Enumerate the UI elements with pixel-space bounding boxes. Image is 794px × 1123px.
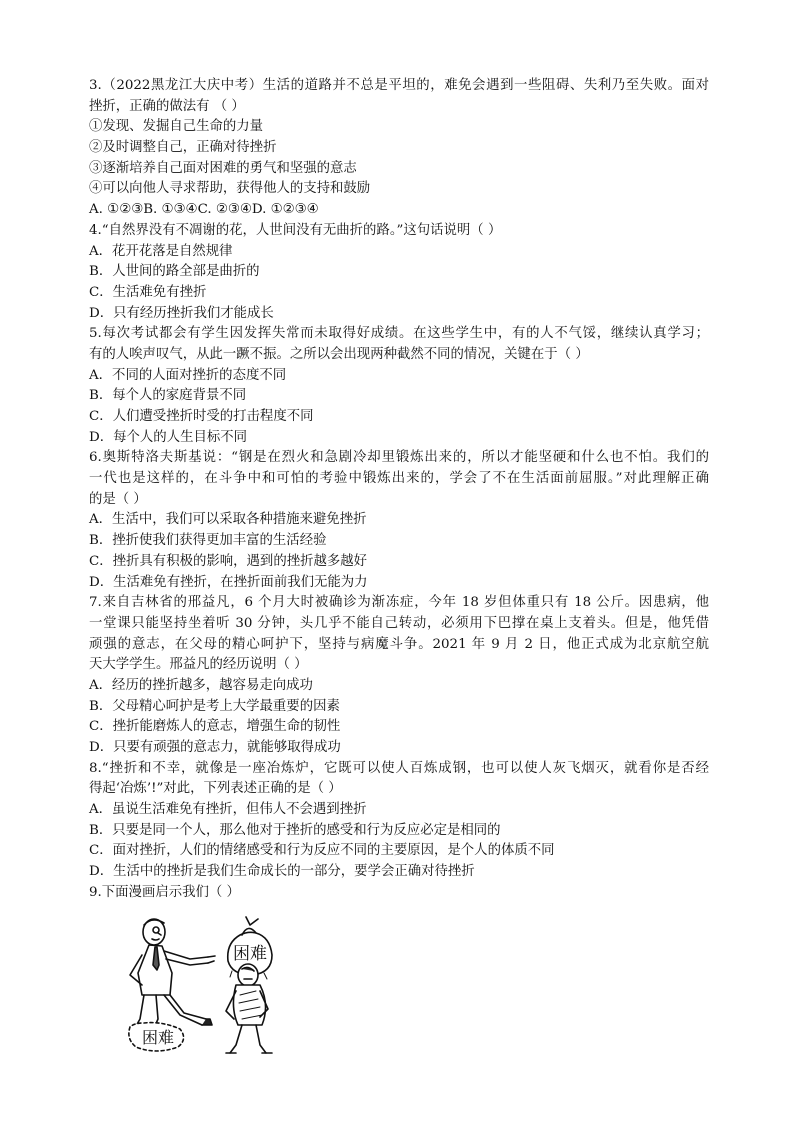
- q9-cartoon: [122, 915, 302, 1060]
- q7-stem-line4: 天大学学生。邢益凡的经历说明（ ）: [89, 657, 308, 673]
- cartoon-illustration: [122, 915, 302, 1060]
- q6-option-b: B．挫折使我们获得更加丰富的生活经验: [89, 533, 327, 549]
- q3-item-1: ①发现、发掘自己生命的力量: [89, 119, 264, 135]
- q3-item-3: ③逐渐培养自己面对困难的勇气和坚强的意志: [89, 160, 357, 176]
- q8-option-d: D．生活中的挫折是我们生命成长的一部分，要学会正确对待挫折: [89, 864, 475, 880]
- q7-option-a: A．经历的挫折越多，越容易走向成功: [89, 677, 313, 693]
- q5-stem-line1: 5.每次考试都会有学生因发挥失常而未取得好成绩。在这些学生中，有的人不气馁，继续认真学习；: [89, 326, 709, 342]
- q5-option-b: B．每个人的家庭背景不同: [89, 388, 247, 404]
- q6-stem-line2: 一代也是这样的，在斗争中和可怕的考验中锻炼出来的，学会了不在生活面前屈服。”对此理解正确: [89, 471, 709, 487]
- q8-stem-line2: 得起‘冶炼’!”对此，下列表述正确的是（ ）: [89, 781, 342, 797]
- q6-stem-line3: 的是（ ）: [89, 491, 147, 507]
- q8-stem-line1: 8.“挫折和不幸，就像是一座冶炼炉，它既可以使人百炼成钢，也可以使人灰飞烟灭，就看你是否经: [89, 760, 709, 776]
- q6-option-d: D．生活难免有挫折，在挫折面前我们无能为力: [89, 574, 368, 590]
- q3-item-4: ④可以向他人寻求帮助，获得他人的支持和鼓励: [89, 181, 371, 197]
- burden-bag-label: 困难: [233, 944, 267, 964]
- ground-label: 困难: [141, 1028, 175, 1047]
- q7-stem-line2: 一堂课只能坚持坐着听 30 分钟，头几乎不能自己转动，必须用下巴撑在桌上支着头。但是，他凭借: [89, 615, 709, 631]
- confident-man-figure: [130, 919, 215, 1037]
- q3-options: A. ①②③B. ①③④C. ②③④D. ①②③④: [89, 202, 319, 218]
- q3-stem-line2: 挫折，正确的做法有 （ ）: [89, 98, 245, 114]
- q3-item-2: ②及时调整自己，正确对待挫折: [89, 140, 277, 156]
- q5-stem-line2: 有的人唉声叹气，从此一蹶不振。之所以会出现两种截然不同的情况，关键在于（ ）: [89, 346, 589, 362]
- q4-option-d: D．只有经历挫折我们才能成长: [89, 305, 274, 321]
- q5-option-c: C．人们遭受挫折时受的打击程度不同: [89, 409, 314, 424]
- q6-option-c: C．挫折具有积极的影响，遇到的挫折越多越好: [89, 553, 368, 569]
- burdened-man-figure: [226, 917, 272, 1053]
- q7-stem-line1: 7.来自吉林省的邢益凡，6 个月大时被确诊为渐冻症，今年 18 岁但体重只有 18 公斤。因患病，他: [89, 595, 709, 611]
- q7-stem-line3: 顽强的意志，在父母的精心呵护下，坚持与病魔斗争。2021 年 9 月 2 日，他正式成为北京航空航: [89, 636, 709, 652]
- q4-option-a: A．花开花落是自然规律: [89, 243, 233, 259]
- q7-option-c: C．挫折能磨炼人的意志，增强生命的韧性: [89, 719, 341, 735]
- q6-stem-line1: 6.奥斯特洛夫斯基说：“钢是在烈火和急剧冷却里锻炼出来的，所以才能坚硬和什么也不怕。我们的: [89, 450, 709, 466]
- q5-option-a: A．不同的人面对挫折的态度不同: [89, 367, 287, 383]
- q9-stem: 9.下面漫画启示我们（ ）: [89, 884, 240, 900]
- question-list: [89, 76, 709, 904]
- q4-stem: 4.“自然界没有不凋谢的花，人世间没有无曲折的路。”这句话说明（ ）: [89, 222, 502, 238]
- q8-option-c: C．面对挫折，人们的情绪感受和行为反应不同的主要原因，是个人的体质不同: [89, 843, 555, 859]
- q6-option-a: A．生活中，我们可以采取各种措施来避免挫折: [89, 512, 367, 528]
- q8-option-b: B．只要是同一个人，那么他对于挫折的感受和行为反应必定是相同的: [89, 822, 501, 838]
- q8-option-a: A．虽说生活难免有挫折，但伟人不会遇到挫折: [89, 802, 367, 818]
- q4-option-c: C．生活难免有挫折: [89, 284, 207, 300]
- q5-option-d: D．每个人的人生目标不同: [89, 429, 248, 445]
- q7-option-d: D．只要有顽强的意志力，就能够取得成功: [89, 740, 341, 755]
- q4-option-b: B．人世间的路全部是曲折的: [89, 264, 260, 280]
- q7-option-b: B．父母精心呵护是考上大学最重要的因素: [89, 698, 340, 714]
- q3-stem-line1: 3.（2022黑龙江大庆中考）生活的道路并不总是平坦的，难免会遇到一些阻碍、失利乃至失败。面对: [89, 78, 709, 93]
